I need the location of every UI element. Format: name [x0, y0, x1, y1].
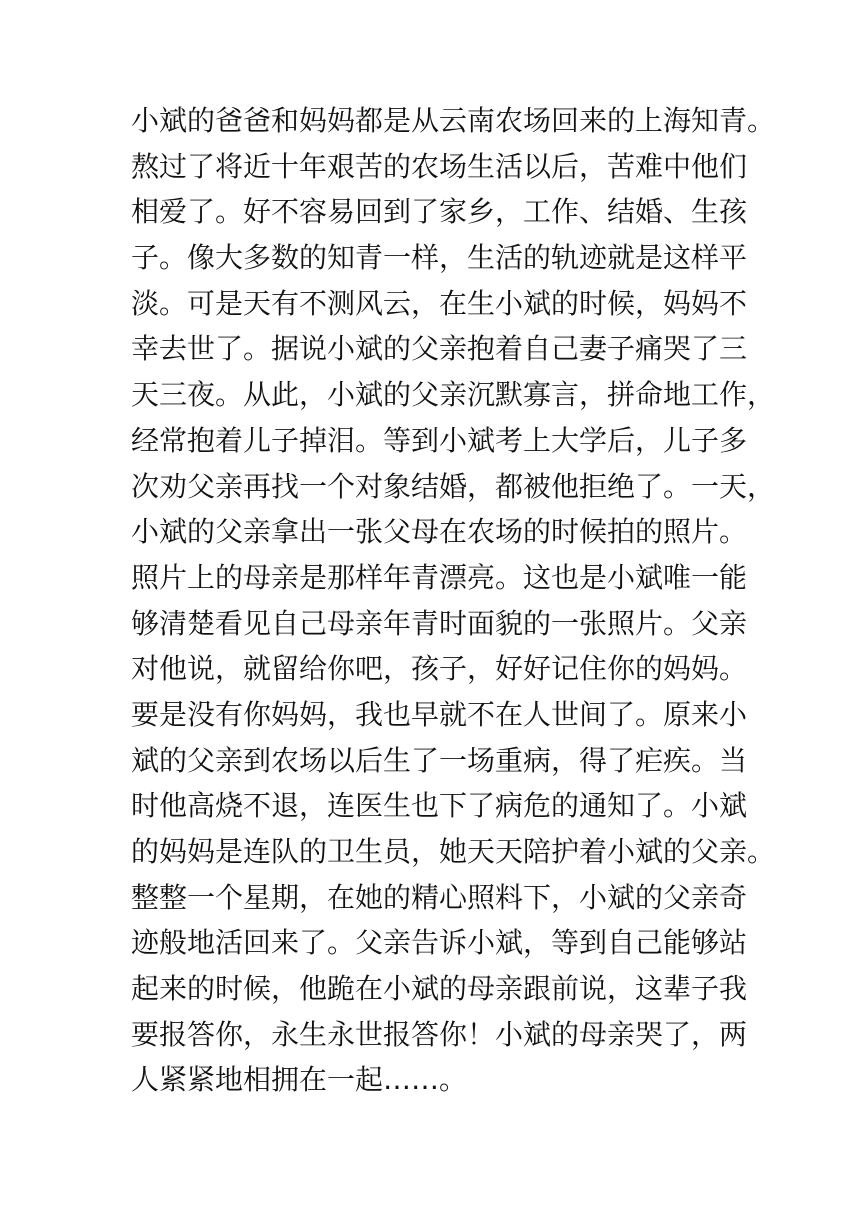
- text-line: 斌的父亲到农场以后生了一场重病，得了疟疾。当: [131, 743, 748, 777]
- text-line: 迹般地活回来了。父亲告诉小斌，等到自己能够站: [131, 926, 748, 960]
- text-line: 熬过了将近十年艰苦的农场生活以后，苦难中他们: [131, 149, 748, 183]
- text-line: 人紧紧地相拥在一起……。: [131, 1063, 468, 1097]
- text-line: 起来的时候，他跪在小斌的母亲跟前说，这辈子我: [131, 972, 748, 1006]
- text-line: 幸去世了。据说小斌的父亲抱着自己妻子痛哭了三: [131, 332, 748, 366]
- text-line: 要报答你，永生永世报答你！小斌的母亲哭了，两: [131, 1017, 748, 1051]
- text-line: 小斌的爸爸和妈妈都是从云南农场回来的上海知青。: [131, 104, 776, 137]
- text-line: 够清楚看见自己母亲年青时面貌的一张照片。父亲: [131, 606, 748, 640]
- text-line: 淡。可是天有不测风云，在生小斌的时候，妈妈不: [131, 286, 748, 320]
- text-line: 经常抱着儿子掉泪。等到小斌考上大学后，儿子多: [131, 423, 748, 457]
- text-line: 对他说，就留给你吧，孩子，好好记住你的妈妈。: [131, 652, 748, 686]
- story-paragraph: [131, 98, 776, 1103]
- text-line: 次劝父亲再找一个对象结婚，都被他拒绝了。一天，: [131, 469, 776, 503]
- text-line: 天三夜。从此，小斌的父亲沉默寡言，拼命地工作，: [131, 378, 776, 412]
- text-line: 子。像大多数的知青一样，生活的轨迹就是这样平: [131, 241, 748, 275]
- text-line: 要是没有你妈妈，我也早就不在人世间了。原来小: [131, 697, 748, 731]
- text-line: 的妈妈是连队的卫生员，她天天陪护着小斌的父亲。: [131, 835, 776, 868]
- text-line: 相爱了。好不容易回到了家乡，工作、结婚、生孩: [131, 195, 748, 229]
- text-line: 整整一个星期，在她的精心照料下，小斌的父亲奇: [131, 880, 748, 914]
- text-line: 小斌的父亲拿出一张父母在农场的时候拍的照片。: [131, 515, 748, 549]
- text-line: 照片上的母亲是那样年青漂亮。这也是小斌唯一能: [131, 560, 748, 594]
- text-line: 时他高烧不退，连医生也下了病危的通知了。小斌: [131, 789, 748, 823]
